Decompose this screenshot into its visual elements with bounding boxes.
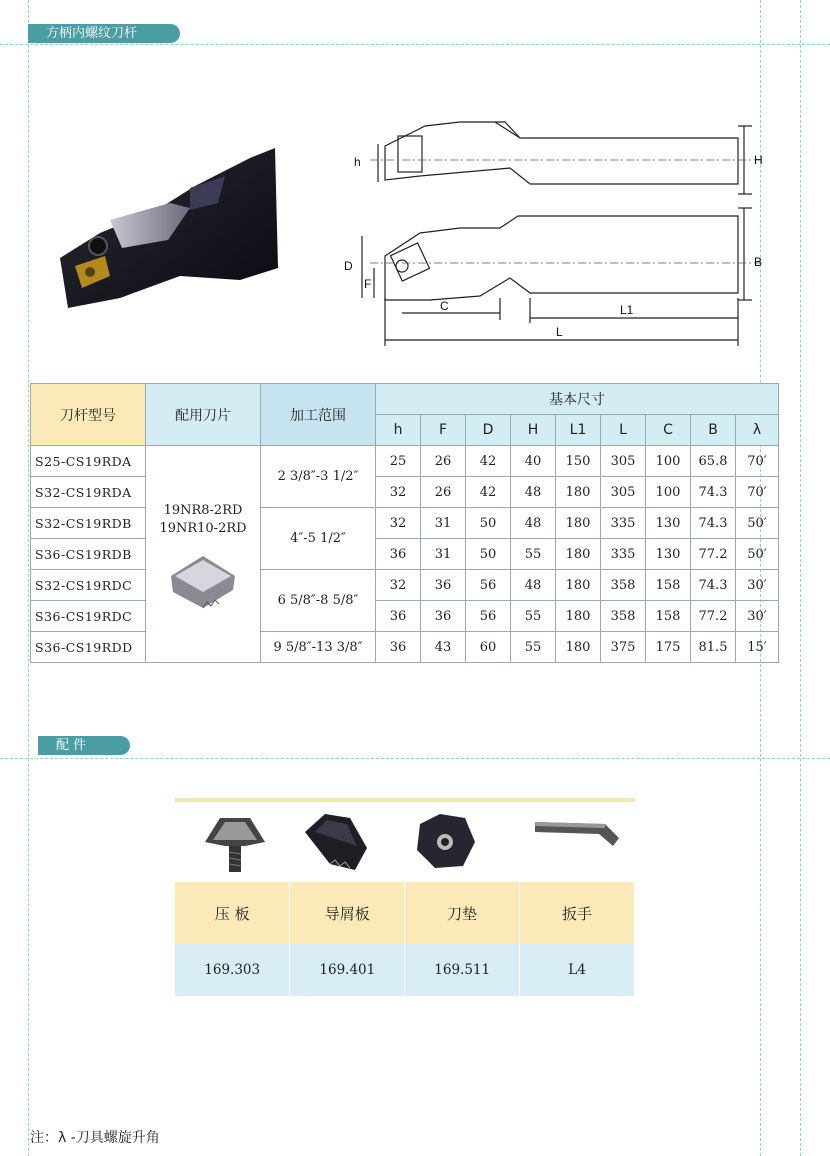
range-cell: 6 5/8″-8 5/8″ — [261, 570, 376, 632]
model-cell: S36-CS19RDC — [31, 601, 146, 632]
table-row — [31, 570, 779, 601]
table-row — [31, 477, 779, 508]
dim-cell: 36 — [376, 632, 421, 663]
model-cell: S32-CS19RDB — [31, 508, 146, 539]
dim-cell: 180 — [556, 570, 601, 601]
model-cell: S32-CS19RDA — [31, 477, 146, 508]
dim-cell: 100 — [646, 446, 691, 477]
model-cell: S25-CS19RDA — [31, 446, 146, 477]
acc-code-wrench: L4 — [520, 944, 635, 996]
dim-cell: 42 — [466, 446, 511, 477]
dim-cell: 56 — [466, 601, 511, 632]
dim-cell: 150 — [556, 446, 601, 477]
technical-drawing — [340, 108, 780, 353]
dim-cell: 36 — [376, 539, 421, 570]
acc-name-chip-breaker: 导屑板 — [290, 882, 405, 944]
dim-cell: 15′ — [736, 632, 779, 663]
dim-cell: 56 — [466, 570, 511, 601]
guide-line-left — [28, 0, 29, 1156]
table-row — [31, 508, 779, 539]
accessories-images — [175, 802, 635, 878]
dim-cell: 180 — [556, 508, 601, 539]
header-dims: 基本尺寸 — [376, 384, 779, 415]
dim-cell: 50′ — [736, 508, 779, 539]
dim-cell: 358 — [601, 570, 646, 601]
dim-cell: 48 — [511, 508, 556, 539]
dim-cell: 158 — [646, 601, 691, 632]
dim-cell: 48 — [511, 477, 556, 508]
dim-cell: 180 — [556, 632, 601, 663]
dim-cell: 130 — [646, 539, 691, 570]
range-cell: 4″-5 1/2″ — [261, 508, 376, 570]
dim-cell: 180 — [556, 477, 601, 508]
dim-cell: 26 — [421, 446, 466, 477]
accessories-table — [175, 798, 635, 996]
table-row — [31, 446, 779, 477]
insert-code: 19NR10-2RD — [159, 521, 247, 536]
dim-cell: 74.3 — [691, 570, 736, 601]
dim-cell: 55 — [511, 539, 556, 570]
acc-name-shim: 刀垫 — [405, 882, 520, 944]
dim-cell: 32 — [376, 477, 421, 508]
dim-cell: 180 — [556, 539, 601, 570]
col-lambda: λ — [736, 415, 779, 446]
model-cell: S32-CS19RDC — [31, 570, 146, 601]
dim-cell: 180 — [556, 601, 601, 632]
header-range: 加工范围 — [261, 384, 376, 446]
dim-cell: 81.5 — [691, 632, 736, 663]
dim-cell: 50 — [466, 539, 511, 570]
label-h: h — [354, 155, 361, 169]
dim-cell: 158 — [646, 570, 691, 601]
guide-line-right-outer — [800, 0, 801, 1156]
dim-cell: 74.3 — [691, 508, 736, 539]
range-cell: 2 3/8″-3 1/2″ — [261, 446, 376, 508]
dim-cell: 130 — [646, 508, 691, 539]
section-title-holders — [28, 24, 180, 43]
model-cell: S36-CS19RDD — [31, 632, 146, 663]
guide-line-top — [0, 44, 830, 45]
dim-cell: 77.2 — [691, 539, 736, 570]
section-title-text: 方柄内螺纹刀杆 — [46, 26, 138, 41]
dim-cell: 70′ — [736, 477, 779, 508]
table-row — [31, 632, 779, 663]
acc-name-wrench: 扳手 — [520, 882, 635, 944]
dim-cell: 48 — [511, 570, 556, 601]
dim-cell: 55 — [511, 632, 556, 663]
col-L: L — [601, 415, 646, 446]
label-L: L — [556, 325, 563, 339]
col-F: F — [421, 415, 466, 446]
dim-cell: 335 — [601, 539, 646, 570]
col-h: h — [376, 415, 421, 446]
col-C: C — [646, 415, 691, 446]
clamp-image — [205, 818, 265, 872]
dim-cell: 30′ — [736, 601, 779, 632]
dim-cell: 65.8 — [691, 446, 736, 477]
insert-code: 19NR8-2RD — [163, 503, 243, 518]
col-D: D — [466, 415, 511, 446]
section-title-text: 配 件 — [56, 738, 87, 753]
label-H: H — [754, 153, 763, 167]
dim-cell: 358 — [601, 601, 646, 632]
tool-holder-photo — [50, 148, 278, 308]
col-B: B — [691, 415, 736, 446]
col-H: H — [511, 415, 556, 446]
spec-body — [31, 446, 779, 663]
footnote: 注：λ -刀具螺旋升角 — [30, 1130, 160, 1146]
dim-cell: 31 — [421, 539, 466, 570]
label-C: C — [440, 299, 449, 313]
dim-cell: 32 — [376, 508, 421, 539]
dim-cell: 26 — [421, 477, 466, 508]
dim-cell: 50 — [466, 508, 511, 539]
dim-cell: 36 — [421, 601, 466, 632]
label-D: D — [344, 259, 353, 273]
dim-cell: 36 — [376, 601, 421, 632]
range-cell: 9 5/8″-13 3/8″ — [261, 632, 376, 663]
accessories-grid — [175, 882, 635, 996]
table-row — [31, 601, 779, 632]
dim-cell: 77.2 — [691, 601, 736, 632]
dim-cell: 55 — [511, 601, 556, 632]
header-model: 刀杆型号 — [31, 384, 146, 446]
dim-cell: 50′ — [736, 539, 779, 570]
dim-cell: 70′ — [736, 446, 779, 477]
acc-code-clamp: 169.303 — [175, 944, 290, 996]
acc-code-shim: 169.511 — [405, 944, 520, 996]
dim-cell: 305 — [601, 446, 646, 477]
dim-cell: 375 — [601, 632, 646, 663]
chip-breaker-image — [305, 814, 367, 870]
dim-cell: 40 — [511, 446, 556, 477]
dim-cell: 175 — [646, 632, 691, 663]
guide-line-mid — [0, 758, 830, 759]
label-F: F — [364, 277, 372, 291]
acc-name-clamp: 压 板 — [175, 882, 290, 944]
dim-cell: 74.3 — [691, 477, 736, 508]
label-L1: L1 — [620, 303, 634, 317]
dim-cell: 335 — [601, 508, 646, 539]
model-cell: S36-CS19RDB — [31, 539, 146, 570]
insert-cell — [146, 446, 261, 663]
label-B: B — [754, 255, 763, 269]
dim-cell: 305 — [601, 477, 646, 508]
dim-cell: 60 — [466, 632, 511, 663]
shim-image — [417, 814, 475, 868]
header-insert: 配用刀片 — [146, 384, 261, 446]
dim-cell: 43 — [421, 632, 466, 663]
dim-cell: 100 — [646, 477, 691, 508]
col-L1: L1 — [556, 415, 601, 446]
spec-table — [30, 383, 779, 663]
section-title-accessories — [38, 736, 130, 755]
insert-image — [163, 546, 243, 616]
table-row — [31, 539, 779, 570]
dim-cell: 42 — [466, 477, 511, 508]
dim-cell: 36 — [421, 570, 466, 601]
acc-code-chip-breaker: 169.401 — [290, 944, 405, 996]
dim-cell: 30′ — [736, 570, 779, 601]
dim-cell: 32 — [376, 570, 421, 601]
wrench-image — [535, 822, 619, 846]
dim-cell: 31 — [421, 508, 466, 539]
dim-cell: 25 — [376, 446, 421, 477]
